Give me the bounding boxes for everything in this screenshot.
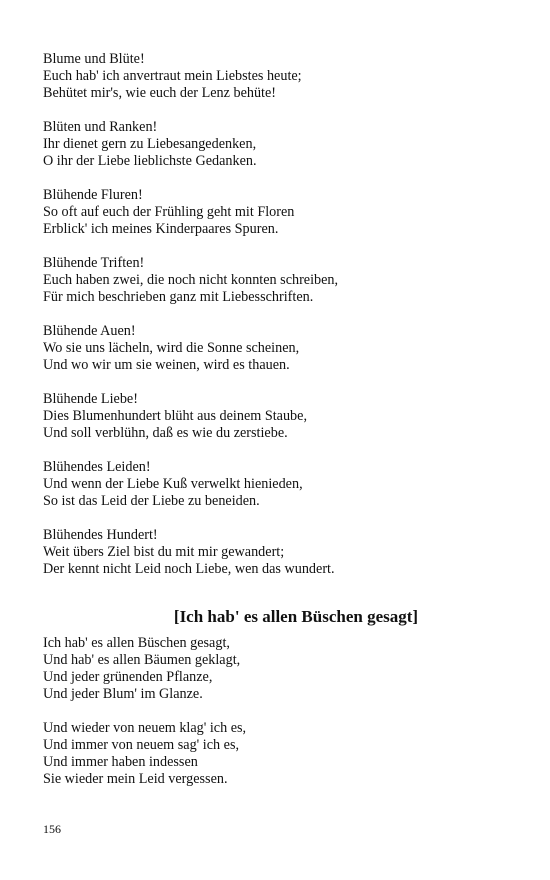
poem1-stanza xyxy=(43,255,513,306)
page-number: 156 xyxy=(43,822,61,836)
verse-line: Der kennt nicht Leid noch Liebe, wen das wundert. xyxy=(43,561,335,577)
verse-line: Und immer von neuem sag' ich es, xyxy=(43,737,240,753)
verse-line: Dies Blumenhundert blüht aus deinem Staube, xyxy=(43,408,307,424)
verse-line: Euch hab' ich anvertraut mein Liebstes heute; xyxy=(43,68,302,84)
verse-line: Blüten und Ranken! xyxy=(43,119,158,135)
verse-line: Blühendes Leiden! xyxy=(43,459,151,475)
verse-line: Behütet mir's, wie euch der Lenz behüte! xyxy=(43,85,277,101)
verse-line: Blühende Auen! xyxy=(43,323,136,339)
page-content xyxy=(43,51,513,805)
poem1-stanza xyxy=(43,51,513,102)
verse-line: So oft auf euch der Frühling geht mit Floren xyxy=(43,204,295,220)
verse-line: Weit übers Ziel bist du mit mir gewandert; xyxy=(43,544,285,560)
poem1-stanza xyxy=(43,391,513,442)
verse-line: Und jeder grünenden Pflanze, xyxy=(43,669,213,685)
poem2-stanza xyxy=(43,720,513,788)
verse-line: Blühende Triften! xyxy=(43,255,145,271)
verse-line: Blühendes Hundert! xyxy=(43,527,158,543)
verse-line: Sie wieder mein Leid vergessen. xyxy=(43,771,228,787)
verse-line: Euch haben zwei, die noch nicht konnten schreiben, xyxy=(43,272,339,288)
verse-line: Und jeder Blum' im Glanze. xyxy=(43,686,203,702)
verse-line: O ihr der Liebe lieblichste Gedanken. xyxy=(43,153,257,169)
verse-line: Wo sie uns lächeln, wird die Sonne scheinen, xyxy=(43,340,300,356)
poem1-stanza xyxy=(43,323,513,374)
verse-line: Ich hab' es allen Büschen gesagt, xyxy=(43,635,230,651)
verse-line: Ihr dienet gern zu Liebesangedenken, xyxy=(43,136,257,152)
poem1-stanza xyxy=(43,187,513,238)
verse-line: Und immer haben indessen xyxy=(43,754,198,770)
poem1-stanza xyxy=(43,119,513,170)
verse-line: Und wieder von neuem klag' ich es, xyxy=(43,720,247,736)
verse-line: Blume und Blüte! xyxy=(43,51,145,67)
verse-line: Und wo wir um sie weinen, wird es thauen. xyxy=(43,357,290,373)
poem-title: [Ich hab' es allen Büschen gesagt] xyxy=(173,607,419,626)
verse-line: Und hab' es allen Bäumen geklagt, xyxy=(43,652,241,668)
poem1-stanza xyxy=(43,459,513,510)
verse-line: Für mich beschrieben ganz mit Liebesschriften. xyxy=(43,289,314,305)
poem1-stanza xyxy=(43,527,513,578)
verse-line: Blühende Fluren! xyxy=(43,187,143,203)
verse-line: Und wenn der Liebe Kuß verwelkt hienieden, xyxy=(43,476,303,492)
verse-line: Und soll verblühn, daß es wie du zerstiebe. xyxy=(43,425,288,441)
verse-line: So ist das Leid der Liebe zu beneiden. xyxy=(43,493,260,509)
verse-line: Erblick' ich meines Kinderpaares Spuren. xyxy=(43,221,279,237)
poem2-stanza xyxy=(43,635,513,703)
verse-line: Blühende Liebe! xyxy=(43,391,138,407)
